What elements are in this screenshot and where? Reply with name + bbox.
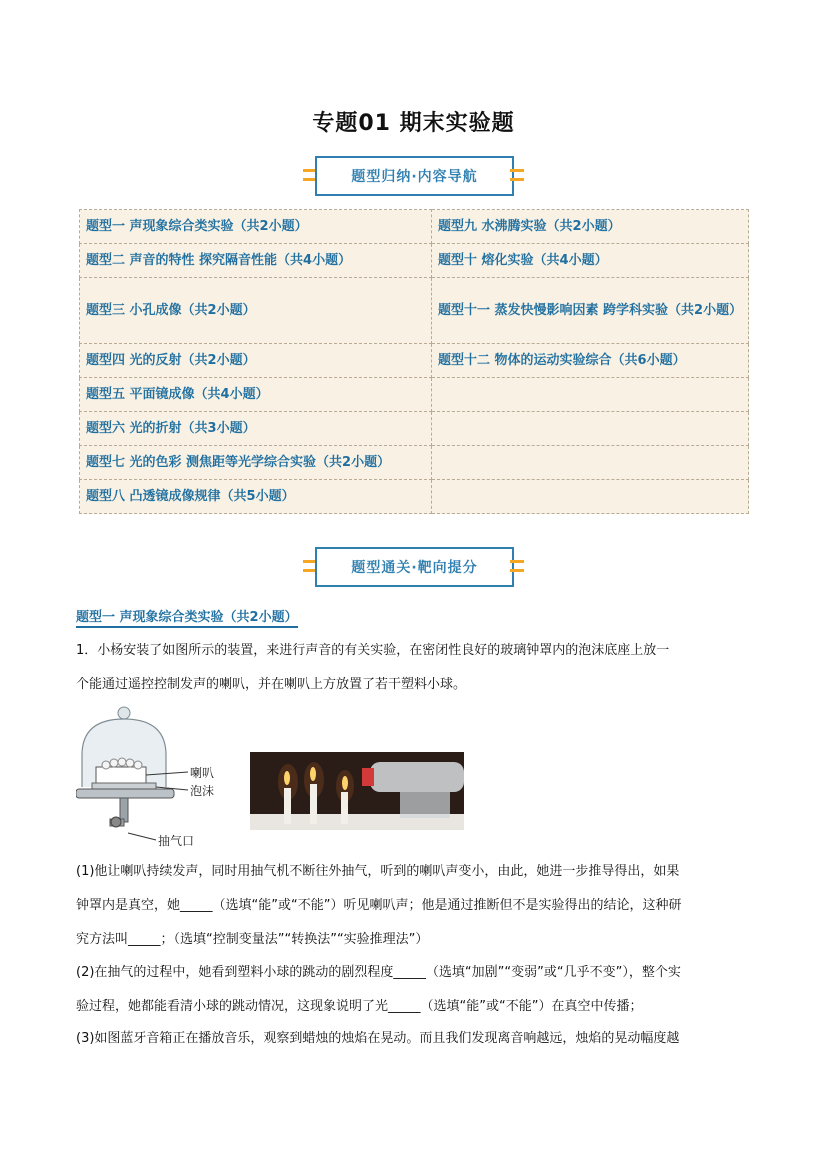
toc-item[interactable]: 题型十 熔化实验（共4小题） (432, 244, 749, 278)
toc-item[interactable]: 题型十一 蒸发快慢影响因素 跨学科实验（共2小题） (432, 278, 749, 344)
toc-item[interactable]: 题型七 光的色彩 测焦距等光学综合实验（共2小题） (80, 446, 432, 480)
question-text: 验过程，她都能看清小球的跳动情况，这现象说明了光_____（选填“能”或“不能”）在真空中传播； (76, 999, 643, 1014)
question-1 (76, 634, 752, 702)
toc-item[interactable]: 题型八 凸透镜成像规律（共5小题） (80, 480, 432, 514)
toc-table (79, 209, 749, 514)
practice-banner (303, 547, 524, 587)
outlet-label: 抽气口 (158, 834, 195, 848)
sub-question-2 (76, 956, 752, 1024)
question-text: 1．小杨安装了如图所示的装置，来进行声音的有关实验，在密闭性良好的玻璃钟罩内的泡沫底座上放一 (76, 643, 670, 658)
sub-question-3 (76, 1022, 752, 1056)
nav-banner (303, 156, 524, 196)
question-text: 究方法叫_____；（选填“控制变量法”“转换法”“实验推理法”） (76, 932, 429, 947)
question-text: (1)他让喇叭持续发声，同时用抽气机不断往外抽气，听到的喇叭声变小，由此，她进一步推导得出，如果 (76, 864, 680, 879)
toc-item[interactable]: 题型六 光的折射（共3小题） (80, 412, 432, 446)
speaker-label: 喇叭 (190, 766, 215, 780)
candle-speaker-photo (250, 752, 464, 830)
page-title: 专题01 期末实验题 (312, 111, 515, 136)
toc-item[interactable]: 题型四 光的反射（共2小题） (80, 344, 432, 378)
foam-label: 泡沫 (190, 784, 215, 798)
question-text: (3)如图蓝牙音箱正在播放音乐，观察到蜡烛的烛焰在晃动。而且我们发现离音响越远，烛焰的晃动幅度越 (76, 1031, 680, 1046)
nav-banner-label: 题型归纳·内容导航 (315, 156, 514, 196)
question-text: 个能通过遥控控制发声的喇叭，并在喇叭上方放置了若干塑料小球。 (76, 677, 467, 692)
toc-item[interactable]: 题型三 小孔成像（共2小题） (80, 278, 432, 344)
toc-empty-cell (432, 446, 749, 480)
toc-item[interactable]: 题型九 水沸腾实验（共2小题） (432, 210, 749, 244)
toc-item[interactable]: 题型十二 物体的运动实验综合（共6小题） (432, 344, 749, 378)
sub-question-1 (76, 855, 752, 957)
question-text: (2)在抽气的过程中，她看到塑料小球的跳动的剧烈程度_____（选填“加剧”“变弱”或“几乎不变”），整个实 (76, 965, 681, 980)
section-heading[interactable]: 题型一 声现象综合类实验（共2小题） (76, 606, 298, 628)
toc-empty-cell (432, 378, 749, 412)
toc-item[interactable]: 题型一 声现象综合类实验（共2小题） (80, 210, 432, 244)
toc-item[interactable]: 题型二 声音的特性 探究隔音性能（共4小题） (80, 244, 432, 278)
toc-empty-cell (432, 412, 749, 446)
toc-item[interactable]: 题型五 平面镜成像（共4小题） (80, 378, 432, 412)
question-text: 钟罩内是真空，她_____（选填“能”或“不能”）听见喇叭声；他是通过推断但不是实验得出的结论，这种研 (76, 898, 682, 913)
toc-empty-cell (432, 480, 749, 514)
practice-banner-label: 题型通关·靶向提分 (315, 547, 514, 587)
bell-jar-figure (76, 705, 226, 850)
